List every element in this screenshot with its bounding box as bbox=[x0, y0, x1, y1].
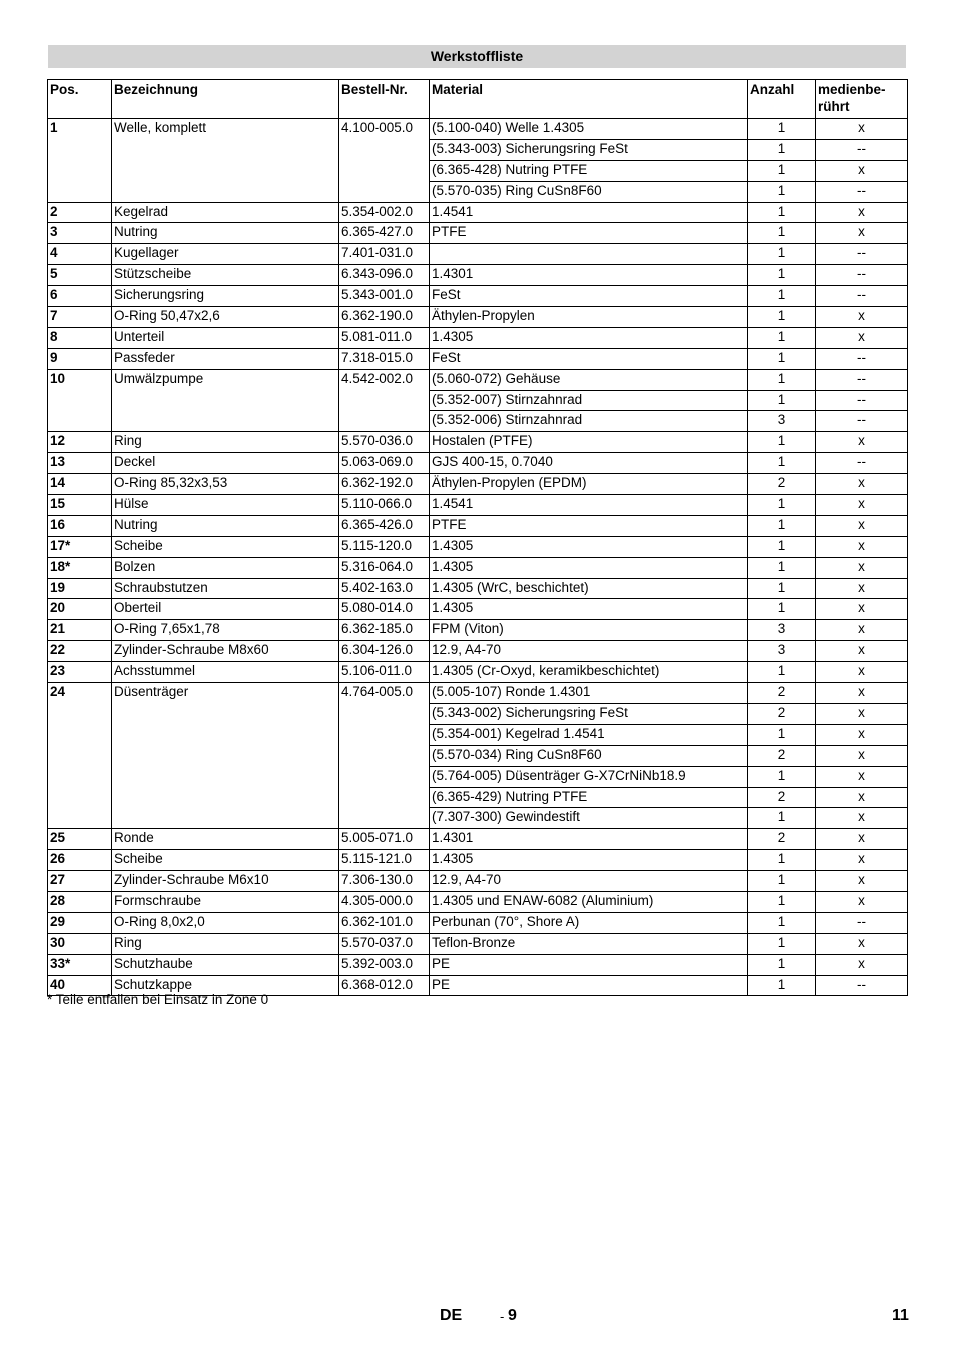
row-medienberuehrt: x bbox=[816, 829, 908, 850]
row-pos: 8 bbox=[48, 327, 112, 348]
row-anzahl: 1 bbox=[748, 369, 816, 390]
table-row bbox=[48, 829, 908, 850]
row-material: 12.9, A4-70 bbox=[430, 871, 748, 892]
row-material: FeSt bbox=[430, 286, 748, 307]
row-anzahl: 2 bbox=[748, 474, 816, 495]
row-pos: 13 bbox=[48, 453, 112, 474]
row-medienberuehrt: x bbox=[816, 495, 908, 516]
row-medienberuehrt: x bbox=[816, 891, 908, 912]
row-bestell-nr: 5.316-064.0 bbox=[339, 557, 430, 578]
row-pos: 12 bbox=[48, 432, 112, 453]
row-pos: 28 bbox=[48, 891, 112, 912]
row-bezeichnung: Deckel bbox=[112, 453, 339, 474]
row-anzahl: 1 bbox=[748, 891, 816, 912]
row-medienberuehrt: x bbox=[816, 223, 908, 244]
row-anzahl: 2 bbox=[748, 829, 816, 850]
row-pos: 23 bbox=[48, 662, 112, 683]
row-pos: 24 bbox=[48, 683, 112, 829]
table-row bbox=[48, 536, 908, 557]
row-bezeichnung: Scheibe bbox=[112, 850, 339, 871]
row-anzahl: 1 bbox=[748, 432, 816, 453]
row-bezeichnung: Welle, komplett bbox=[112, 119, 339, 203]
row-material: 1.4541 bbox=[430, 495, 748, 516]
row-bestell-nr: 5.392-003.0 bbox=[339, 954, 430, 975]
header-bezeichnung: Bezeichnung bbox=[112, 80, 339, 119]
table-row bbox=[48, 286, 908, 307]
row-medienberuehrt: x bbox=[816, 766, 908, 787]
row-medienberuehrt: x bbox=[816, 557, 908, 578]
header-medienberuehrt: medienbe- rührt bbox=[816, 80, 908, 119]
row-pos: 3 bbox=[48, 223, 112, 244]
row-material: Hostalen (PTFE) bbox=[430, 432, 748, 453]
row-bezeichnung: Schraubstutzen bbox=[112, 578, 339, 599]
row-anzahl: 2 bbox=[748, 745, 816, 766]
row-bestell-nr: 5.402-163.0 bbox=[339, 578, 430, 599]
table-row bbox=[48, 369, 908, 390]
row-bestell-nr: 4.764-005.0 bbox=[339, 683, 430, 829]
row-material: (6.365-429) Nutring PTFE bbox=[430, 787, 748, 808]
footer-section-page: 9 bbox=[508, 1307, 517, 1324]
table-row bbox=[48, 453, 908, 474]
row-anzahl: 1 bbox=[748, 119, 816, 140]
row-material: (5.060-072) Gehäuse bbox=[430, 369, 748, 390]
table-row bbox=[48, 223, 908, 244]
table-row bbox=[48, 474, 908, 495]
row-anzahl: 1 bbox=[748, 536, 816, 557]
row-medienberuehrt: -- bbox=[816, 369, 908, 390]
row-medienberuehrt: x bbox=[816, 536, 908, 557]
row-anzahl: 1 bbox=[748, 265, 816, 286]
row-material: 1.4305 bbox=[430, 850, 748, 871]
row-bezeichnung: Stützscheibe bbox=[112, 265, 339, 286]
row-material: PTFE bbox=[430, 223, 748, 244]
footer-language: DE bbox=[440, 1307, 463, 1324]
row-material bbox=[430, 244, 748, 265]
row-bezeichnung: Ronde bbox=[112, 829, 339, 850]
row-material: Äthylen-Propylen (EPDM) bbox=[430, 474, 748, 495]
row-material: Perbunan (70°, Shore A) bbox=[430, 912, 748, 933]
row-material: 1.4305 bbox=[430, 536, 748, 557]
row-bestell-nr: 5.063-069.0 bbox=[339, 453, 430, 474]
row-bestell-nr: 6.362-190.0 bbox=[339, 307, 430, 328]
row-bezeichnung: Bolzen bbox=[112, 557, 339, 578]
row-medienberuehrt: x bbox=[816, 662, 908, 683]
row-material: GJS 400-15, 0.7040 bbox=[430, 453, 748, 474]
table-title: Werkstoffliste bbox=[48, 45, 906, 68]
row-medienberuehrt: x bbox=[816, 119, 908, 140]
table-row bbox=[48, 327, 908, 348]
row-bezeichnung: Schutzkappe bbox=[112, 975, 339, 996]
row-anzahl: 1 bbox=[748, 453, 816, 474]
row-material: (5.352-006) Stirnzahnrad bbox=[430, 411, 748, 432]
row-bezeichnung: Unterteil bbox=[112, 327, 339, 348]
table-row bbox=[48, 620, 908, 641]
row-pos: 25 bbox=[48, 829, 112, 850]
row-bestell-nr: 5.343-001.0 bbox=[339, 286, 430, 307]
row-medienberuehrt: x bbox=[816, 599, 908, 620]
row-medienberuehrt: -- bbox=[816, 286, 908, 307]
row-bezeichnung: Sicherungsring bbox=[112, 286, 339, 307]
row-bestell-nr: 6.365-426.0 bbox=[339, 515, 430, 536]
row-medienberuehrt: x bbox=[816, 850, 908, 871]
header-row bbox=[48, 80, 908, 119]
row-anzahl: 1 bbox=[748, 766, 816, 787]
row-bestell-nr: 4.305-000.0 bbox=[339, 891, 430, 912]
row-material: (6.365-428) Nutring PTFE bbox=[430, 160, 748, 181]
row-material: (5.005-107) Ronde 1.4301 bbox=[430, 683, 748, 704]
row-bezeichnung: Scheibe bbox=[112, 536, 339, 557]
row-medienberuehrt: -- bbox=[816, 181, 908, 202]
row-anzahl: 1 bbox=[748, 933, 816, 954]
table-row bbox=[48, 578, 908, 599]
row-bezeichnung: Kugellager bbox=[112, 244, 339, 265]
row-anzahl: 1 bbox=[748, 954, 816, 975]
row-anzahl: 1 bbox=[748, 390, 816, 411]
row-anzahl: 1 bbox=[748, 724, 816, 745]
row-pos: 6 bbox=[48, 286, 112, 307]
row-bezeichnung: Nutring bbox=[112, 515, 339, 536]
row-medienberuehrt: x bbox=[816, 578, 908, 599]
row-pos: 33* bbox=[48, 954, 112, 975]
header-bestell-nr: Bestell-Nr. bbox=[339, 80, 430, 119]
row-pos: 30 bbox=[48, 933, 112, 954]
row-anzahl: 2 bbox=[748, 683, 816, 704]
table-row bbox=[48, 641, 908, 662]
header-material: Material bbox=[430, 80, 748, 119]
table-row bbox=[48, 244, 908, 265]
table-row bbox=[48, 265, 908, 286]
row-medienberuehrt: x bbox=[816, 160, 908, 181]
row-bestell-nr: 6.362-192.0 bbox=[339, 474, 430, 495]
row-pos: 21 bbox=[48, 620, 112, 641]
table-row bbox=[48, 557, 908, 578]
row-pos: 40 bbox=[48, 975, 112, 996]
row-anzahl: 1 bbox=[748, 662, 816, 683]
row-bezeichnung: Hülse bbox=[112, 495, 339, 516]
row-bestell-nr: 6.368-012.0 bbox=[339, 975, 430, 996]
row-anzahl: 1 bbox=[748, 557, 816, 578]
row-bezeichnung: Oberteil bbox=[112, 599, 339, 620]
row-pos: 10 bbox=[48, 369, 112, 432]
row-medienberuehrt: x bbox=[816, 432, 908, 453]
row-anzahl: 3 bbox=[748, 411, 816, 432]
table-row bbox=[48, 599, 908, 620]
row-medienberuehrt: -- bbox=[816, 390, 908, 411]
row-medienberuehrt: -- bbox=[816, 139, 908, 160]
row-bezeichnung: O-Ring 50,47x2,6 bbox=[112, 307, 339, 328]
row-medienberuehrt: x bbox=[816, 202, 908, 223]
row-anzahl: 1 bbox=[748, 871, 816, 892]
row-material: Teflon-Bronze bbox=[430, 933, 748, 954]
row-medienberuehrt: x bbox=[816, 745, 908, 766]
row-anzahl: 1 bbox=[748, 244, 816, 265]
row-bezeichnung: Zylinder-Schraube M8x60 bbox=[112, 641, 339, 662]
row-material: 1.4541 bbox=[430, 202, 748, 223]
row-medienberuehrt: x bbox=[816, 787, 908, 808]
row-material: 1.4301 bbox=[430, 265, 748, 286]
row-anzahl: 1 bbox=[748, 223, 816, 244]
row-pos: 1 bbox=[48, 119, 112, 203]
row-material: PTFE bbox=[430, 515, 748, 536]
row-anzahl: 2 bbox=[748, 703, 816, 724]
table-row bbox=[48, 871, 908, 892]
row-material: 12.9, A4-70 bbox=[430, 641, 748, 662]
header-anzahl: Anzahl bbox=[748, 80, 816, 119]
row-anzahl: 1 bbox=[748, 515, 816, 536]
row-material: (5.352-007) Stirnzahnrad bbox=[430, 390, 748, 411]
row-bestell-nr: 5.005-071.0 bbox=[339, 829, 430, 850]
table-row bbox=[48, 954, 908, 975]
row-material: PE bbox=[430, 975, 748, 996]
table-row bbox=[48, 912, 908, 933]
row-material: 1.4305 bbox=[430, 327, 748, 348]
row-anzahl: 1 bbox=[748, 850, 816, 871]
row-material: FeSt bbox=[430, 348, 748, 369]
row-anzahl: 1 bbox=[748, 139, 816, 160]
row-material: PE bbox=[430, 954, 748, 975]
row-anzahl: 1 bbox=[748, 975, 816, 996]
row-pos: 18* bbox=[48, 557, 112, 578]
row-bestell-nr: 6.343-096.0 bbox=[339, 265, 430, 286]
row-bestell-nr: 7.401-031.0 bbox=[339, 244, 430, 265]
row-bezeichnung: Passfeder bbox=[112, 348, 339, 369]
row-bestell-nr: 6.362-185.0 bbox=[339, 620, 430, 641]
row-material: 1.4305 und ENAW-6082 (Aluminium) bbox=[430, 891, 748, 912]
row-bezeichnung: Nutring bbox=[112, 223, 339, 244]
row-material: 1.4305 (Cr-Oxyd, keramikbeschichtet) bbox=[430, 662, 748, 683]
row-bezeichnung: Ring bbox=[112, 933, 339, 954]
row-bestell-nr: 5.106-011.0 bbox=[339, 662, 430, 683]
row-material: 1.4305 bbox=[430, 557, 748, 578]
row-anzahl: 1 bbox=[748, 808, 816, 829]
row-bestell-nr: 5.110-066.0 bbox=[339, 495, 430, 516]
row-pos: 19 bbox=[48, 578, 112, 599]
row-bezeichnung: Ring bbox=[112, 432, 339, 453]
table-row bbox=[48, 348, 908, 369]
footnote: * Teile entfallen bei Einsatz in Zone 0 bbox=[47, 992, 269, 1007]
row-material: (5.343-003) Sicherungsring FeSt bbox=[430, 139, 748, 160]
row-medienberuehrt: x bbox=[816, 724, 908, 745]
table-row bbox=[48, 202, 908, 223]
row-medienberuehrt: -- bbox=[816, 975, 908, 996]
footer-page-number: 11 bbox=[892, 1307, 909, 1324]
row-anzahl: 1 bbox=[748, 599, 816, 620]
row-bestell-nr: 5.570-036.0 bbox=[339, 432, 430, 453]
row-material: (5.343-002) Sicherungsring FeSt bbox=[430, 703, 748, 724]
row-anzahl: 1 bbox=[748, 181, 816, 202]
table-row bbox=[48, 933, 908, 954]
row-medienberuehrt: -- bbox=[816, 348, 908, 369]
row-anzahl: 1 bbox=[748, 327, 816, 348]
row-bezeichnung: Zylinder-Schraube M6x10 bbox=[112, 871, 339, 892]
row-bezeichnung: O-Ring 7,65x1,78 bbox=[112, 620, 339, 641]
table-row bbox=[48, 683, 908, 704]
row-medienberuehrt: -- bbox=[816, 265, 908, 286]
row-medienberuehrt: -- bbox=[816, 912, 908, 933]
footer-dash: - bbox=[500, 1309, 505, 1324]
table-row bbox=[48, 432, 908, 453]
row-pos: 2 bbox=[48, 202, 112, 223]
row-material: (5.100-040) Welle 1.4305 bbox=[430, 119, 748, 140]
table-row bbox=[48, 891, 908, 912]
row-pos: 4 bbox=[48, 244, 112, 265]
row-pos: 22 bbox=[48, 641, 112, 662]
table-row bbox=[48, 515, 908, 536]
row-anzahl: 1 bbox=[748, 495, 816, 516]
table-row bbox=[48, 119, 908, 140]
table-row bbox=[48, 495, 908, 516]
row-pos: 16 bbox=[48, 515, 112, 536]
row-medienberuehrt: x bbox=[816, 307, 908, 328]
header-pos: Pos. bbox=[48, 80, 112, 119]
row-bestell-nr: 5.570-037.0 bbox=[339, 933, 430, 954]
row-material: 1.4305 (WrC, beschichtet) bbox=[430, 578, 748, 599]
row-material: (5.354-001) Kegelrad 1.4541 bbox=[430, 724, 748, 745]
row-bestell-nr: 5.115-121.0 bbox=[339, 850, 430, 871]
row-bezeichnung: O-Ring 8,0x2,0 bbox=[112, 912, 339, 933]
row-bestell-nr: 5.354-002.0 bbox=[339, 202, 430, 223]
table-row bbox=[48, 850, 908, 871]
row-medienberuehrt: -- bbox=[816, 411, 908, 432]
row-medienberuehrt: x bbox=[816, 515, 908, 536]
row-material: (5.570-034) Ring CuSn8F60 bbox=[430, 745, 748, 766]
row-medienberuehrt: x bbox=[816, 474, 908, 495]
row-medienberuehrt: x bbox=[816, 954, 908, 975]
row-medienberuehrt: x bbox=[816, 808, 908, 829]
row-bestell-nr: 5.080-014.0 bbox=[339, 599, 430, 620]
row-pos: 27 bbox=[48, 871, 112, 892]
row-pos: 17* bbox=[48, 536, 112, 557]
row-bezeichnung: Düsenträger bbox=[112, 683, 339, 829]
row-medienberuehrt: x bbox=[816, 620, 908, 641]
row-anzahl: 1 bbox=[748, 348, 816, 369]
row-medienberuehrt: x bbox=[816, 641, 908, 662]
row-bestell-nr: 6.365-427.0 bbox=[339, 223, 430, 244]
row-anzahl: 1 bbox=[748, 286, 816, 307]
row-bezeichnung: Formschraube bbox=[112, 891, 339, 912]
row-bestell-nr: 4.542-002.0 bbox=[339, 369, 430, 432]
row-bezeichnung: O-Ring 85,32x3,53 bbox=[112, 474, 339, 495]
row-bestell-nr: 6.362-101.0 bbox=[339, 912, 430, 933]
row-material: 1.4305 bbox=[430, 599, 748, 620]
row-bestell-nr: 6.304-126.0 bbox=[339, 641, 430, 662]
row-anzahl: 1 bbox=[748, 912, 816, 933]
row-medienberuehrt: x bbox=[816, 703, 908, 724]
row-pos: 14 bbox=[48, 474, 112, 495]
row-anzahl: 2 bbox=[748, 787, 816, 808]
row-pos: 20 bbox=[48, 599, 112, 620]
row-pos: 15 bbox=[48, 495, 112, 516]
row-medienberuehrt: x bbox=[816, 683, 908, 704]
table-row bbox=[48, 307, 908, 328]
row-anzahl: 1 bbox=[748, 578, 816, 599]
row-pos: 5 bbox=[48, 265, 112, 286]
row-bestell-nr: 7.318-015.0 bbox=[339, 348, 430, 369]
row-bestell-nr: 5.081-011.0 bbox=[339, 327, 430, 348]
row-pos: 29 bbox=[48, 912, 112, 933]
row-medienberuehrt: -- bbox=[816, 453, 908, 474]
row-bezeichnung: Schutzhaube bbox=[112, 954, 339, 975]
row-material: (5.570-035) Ring CuSn8F60 bbox=[430, 181, 748, 202]
row-bezeichnung: Umwälzpumpe bbox=[112, 369, 339, 432]
row-anzahl: 1 bbox=[748, 160, 816, 181]
row-anzahl: 3 bbox=[748, 641, 816, 662]
table-row bbox=[48, 662, 908, 683]
row-bezeichnung: Kegelrad bbox=[112, 202, 339, 223]
row-medienberuehrt: -- bbox=[816, 244, 908, 265]
row-anzahl: 1 bbox=[748, 307, 816, 328]
row-medienberuehrt: x bbox=[816, 327, 908, 348]
parts-table bbox=[47, 79, 908, 996]
row-anzahl: 1 bbox=[748, 202, 816, 223]
row-material: Äthylen-Propylen bbox=[430, 307, 748, 328]
row-pos: 26 bbox=[48, 850, 112, 871]
row-bestell-nr: 5.115-120.0 bbox=[339, 536, 430, 557]
row-bestell-nr: 7.306-130.0 bbox=[339, 871, 430, 892]
row-pos: 7 bbox=[48, 307, 112, 328]
row-anzahl: 3 bbox=[748, 620, 816, 641]
row-pos: 9 bbox=[48, 348, 112, 369]
row-bestell-nr: 4.100-005.0 bbox=[339, 119, 430, 203]
row-material: (7.307-300) Gewindestift bbox=[430, 808, 748, 829]
row-material: FPM (Viton) bbox=[430, 620, 748, 641]
row-material: (5.764-005) Düsenträger G-X7CrNiNb18.9 bbox=[430, 766, 748, 787]
row-medienberuehrt: x bbox=[816, 871, 908, 892]
row-medienberuehrt: x bbox=[816, 933, 908, 954]
row-material: 1.4301 bbox=[430, 829, 748, 850]
row-bezeichnung: Achsstummel bbox=[112, 662, 339, 683]
